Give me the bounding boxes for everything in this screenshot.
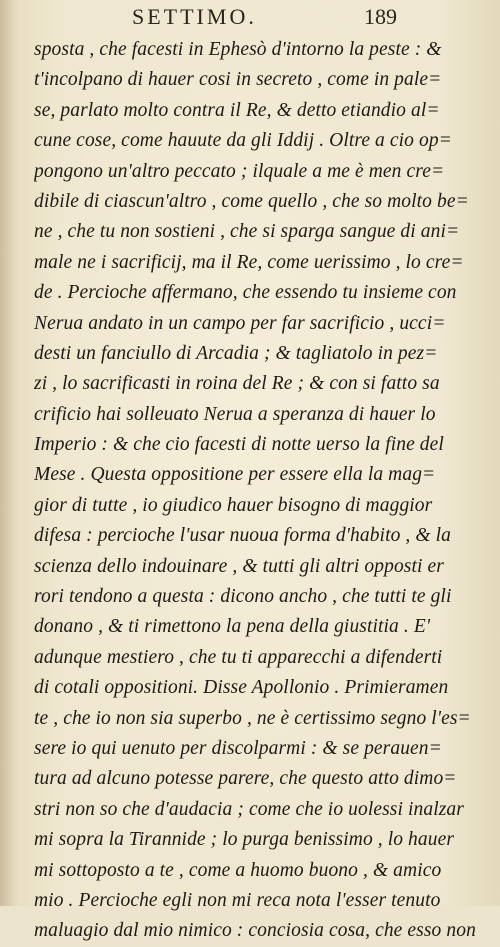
text-line: cune cose, come hauute da gli Iddij . Oltre a cio op= — [34, 130, 452, 152]
text-line: Nerua andato in un campo per far sacrificio , ucci= — [34, 312, 446, 334]
text-line: zi , lo sacrificasti in roina del Re ; & con si fatto sa — [34, 373, 440, 395]
text-line: scienza dello indouinare , & tutti gli altri opposti er — [34, 555, 444, 577]
page-gutter-shadow — [0, 0, 18, 906]
text-line: difesa : percioche l'usar nuoua forma d'habito , & la — [34, 525, 451, 547]
text-line: crificio hai solleuato Nerua a speranza di hauer lo — [34, 403, 436, 425]
text-line: pongono un'altro peccato ; ilquale a me è men cre= — [34, 160, 445, 182]
text-line: ne , che tu non sostieni , che si sparga sangue di ani= — [34, 221, 460, 243]
text-line: t'incolpano di hauer cosi in secreto , come in pale= — [34, 69, 442, 91]
text-line: tura ad alcuno potesse parere, che questo atto dimo= — [34, 768, 457, 790]
running-head — [0, 4, 500, 34]
body-text — [34, 35, 482, 947]
text-line: male ne i sacrificij, ma il Re, come uerissimo , lo cre= — [34, 251, 464, 273]
text-line: donano , & ti rimettono la pena della giustitia . E' — [34, 616, 431, 638]
text-line: mi sottoposto a te , come a huomo buono , & amico — [34, 859, 442, 881]
text-line: Imperio : & che cio facesti di notte uerso la fine del — [34, 434, 444, 456]
page-number: 189 — [364, 4, 397, 29]
text-line: sere io qui uenuto per discolparmi : & se perauen= — [34, 737, 442, 759]
text-line: gior di tutte , io giudico hauer bisogno di maggior — [34, 494, 433, 516]
text-line: mio . Percioche egli non mi reca nota l'esser tenuto — [34, 889, 441, 911]
text-line: stri non so che d'audacia ; come che io uolessi inalzar — [34, 798, 464, 820]
text-line: te , che io non sia superbo , ne è certissimo segno l'es= — [34, 707, 471, 729]
text-line: adunque mestiero , che tu ti apparecchi a difenderti — [34, 646, 443, 668]
text-line: maluagio dal mio nimico : conciosia cosa, che esso non — [34, 920, 476, 942]
text-line: rori tendono a questa : dicono ancho , che tutti te gli — [34, 586, 452, 608]
text-line: Mese . Questa oppositione per essere ella la mag= — [34, 464, 436, 486]
text-line: de . Percioche affermano, che essendo tu insieme con — [34, 282, 457, 304]
text-line: mi sopra la Tirannide ; lo purga benissimo , lo hauer — [34, 829, 455, 851]
text-line: se, parlato molto contra il Re, & detto etiandio al= — [34, 99, 440, 121]
text-line: dibile di ciascun'altro , come quello , che so molto be= — [34, 190, 469, 212]
text-line: di cotali oppositioni. Disse Apollonio . Primieramen — [34, 677, 449, 699]
text-line: desti un fanciullo di Arcadia ; & tagliatolo in pez= — [34, 342, 438, 364]
running-head-title: SETTIMO. — [132, 4, 257, 29]
text-line: sposta , che facesti in Ephesò d'intorno la peste : & — [34, 39, 442, 60]
